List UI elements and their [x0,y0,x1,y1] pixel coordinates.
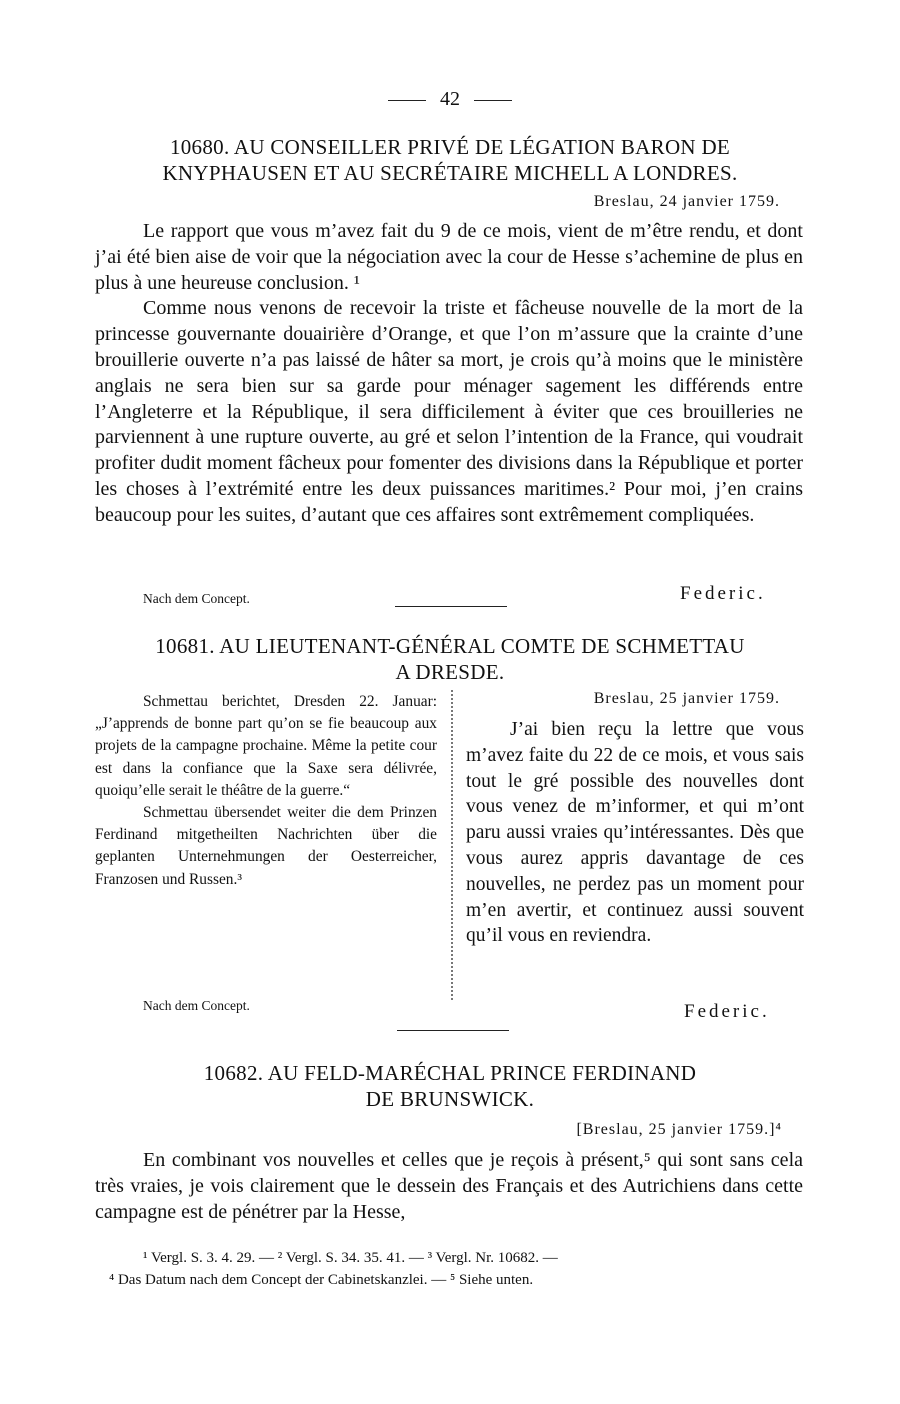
letter-10682-body [95,1148,803,1225]
letter-10680-heading [95,134,805,186]
footnote-line: ¹ Vergl. S. 3. 4. 29. — ² Vergl. S. 34. 35. 41. — ³ Vergl. Nr. 10682. — [143,1250,558,1266]
page-number-dash-left [388,100,426,101]
letter-10680-source-note: Nach dem Concept. [143,591,250,606]
letter-10680-body [95,219,803,529]
letter-10681-dateline: Breslau, 25 janvier 1759. [593,690,780,707]
section-divider [395,606,507,607]
letter-heading-line1: 10682. AU FELD-MARÉCHAL PRINCE FERDINAND [203,1061,697,1085]
footnote-line: ⁴ Das Datum nach dem Concept der Cabinetskanzlei. — ⁵ Siehe unten. [109,1272,534,1288]
letter-10682-dateline: [Breslau, 25 janvier 1759.]⁴ [576,1121,782,1138]
letter-10680-dateline: Breslau, 24 janvier 1759. [593,193,780,210]
letter-heading-line2: A DRESDE. [395,660,505,684]
footnotes [95,1247,807,1291]
letter-10681-source-note: Nach dem Concept. [143,998,250,1013]
letter-10681-summary [95,691,437,891]
page-number: 42 [440,88,460,110]
page-number-dash-right [474,100,512,101]
letter-paragraph: Comme nous venons de recevoir la triste et fâcheuse nouvelle de la mort de la princesse gouvernante douairière d’Orange, et que l’on m’assure que la crainte d’une brouillerie ouverte n’a pas laissé de hâter sa mort, je crois qu’à moins que le ministère anglais ne sera bien sur sa garde pour ménager sagement les différends entre l’Angleterre et la République, il sera difficilement à éviter que ces brouilleries ne parviennent à une rupture ouverte, au gré et selon l’intention de la France, qui voudrait profiter dudit moment fâcheux pour fomenter des divisions dans la République et porter les choses à l’extrémité entre les deux puissances maritimes.² Pour moi, j’en crains beaucoup pour les suites, d’autant que ces affaires sont extrêmement compliquées. [95,297,803,526]
letter-10681-heading [95,633,805,685]
letter-10681-signature: Federic. [684,1001,770,1022]
letter-heading-line2: KNYPHAUSEN ET AU SECRÉTAIRE MICHELL A LONDRES. [162,161,738,185]
column-separator [451,690,453,1000]
letter-10681-body [466,717,804,949]
letter-heading-line1: 10680. AU CONSEILLER PRIVÉ DE LÉGATION BARON DE [169,135,731,159]
summary-paragraph: Schmettau berichtet, Dresden 22. Januar: „J’apprends de bonne part qu’on se fie beaucoup aux projets de la campagne prochaine. Même la petite cour est dans la confiance que la Saxe sera délivrée, quoiqu’elle serait le théâtre de la guerre.“ [95,693,437,799]
letter-paragraph: Le rapport que vous m’avez fait du 9 de ce mois, vient de m’être rendu, et dont j’ai été bien aise de voir que la négociation avec la cour de Hesse s’achemine de plus en plus à une heureuse conclusion. ¹ [95,220,803,294]
letter-heading-line2: DE BRUNSWICK. [365,1087,535,1111]
letter-heading-line1: 10681. AU LIEUTENANT-GÉNÉRAL COMTE DE SCHMETTAU [155,634,745,658]
page-number-row [0,88,900,111]
letter-paragraph: J’ai bien reçu la lettre que vous m’avez faite du 22 de ce mois, et vous sais tout le gré possible des nouvelles dont vous venez de m’informer, et qui m’ont paru aussi vraies qu’intéressantes. Dès que vous aurez appris davantage de ces nouvelles, ne perdez pas un moment pour m’en avertir, et continuez aussi souvent qu’il vous en reviendra. [466,719,804,947]
letter-10682-heading [95,1060,805,1112]
section-divider [397,1030,509,1031]
letter-10680-signature: Federic. [680,583,766,604]
letter-paragraph: En combinant vos nouvelles et celles que je reçois à présent,⁵ qui sont sans cela très vraies, je vois clairement que le dessein des Français et des Autrichiens dans cette campagne est de pénétrer par la Hesse, [95,1149,803,1223]
summary-paragraph: Schmettau übersendet weiter die dem Prinzen Ferdinand mitgetheilten Nachrichten über die geplanten Unternehmungen der Oesterreicher, Franzosen und Russen.³ [95,804,437,888]
